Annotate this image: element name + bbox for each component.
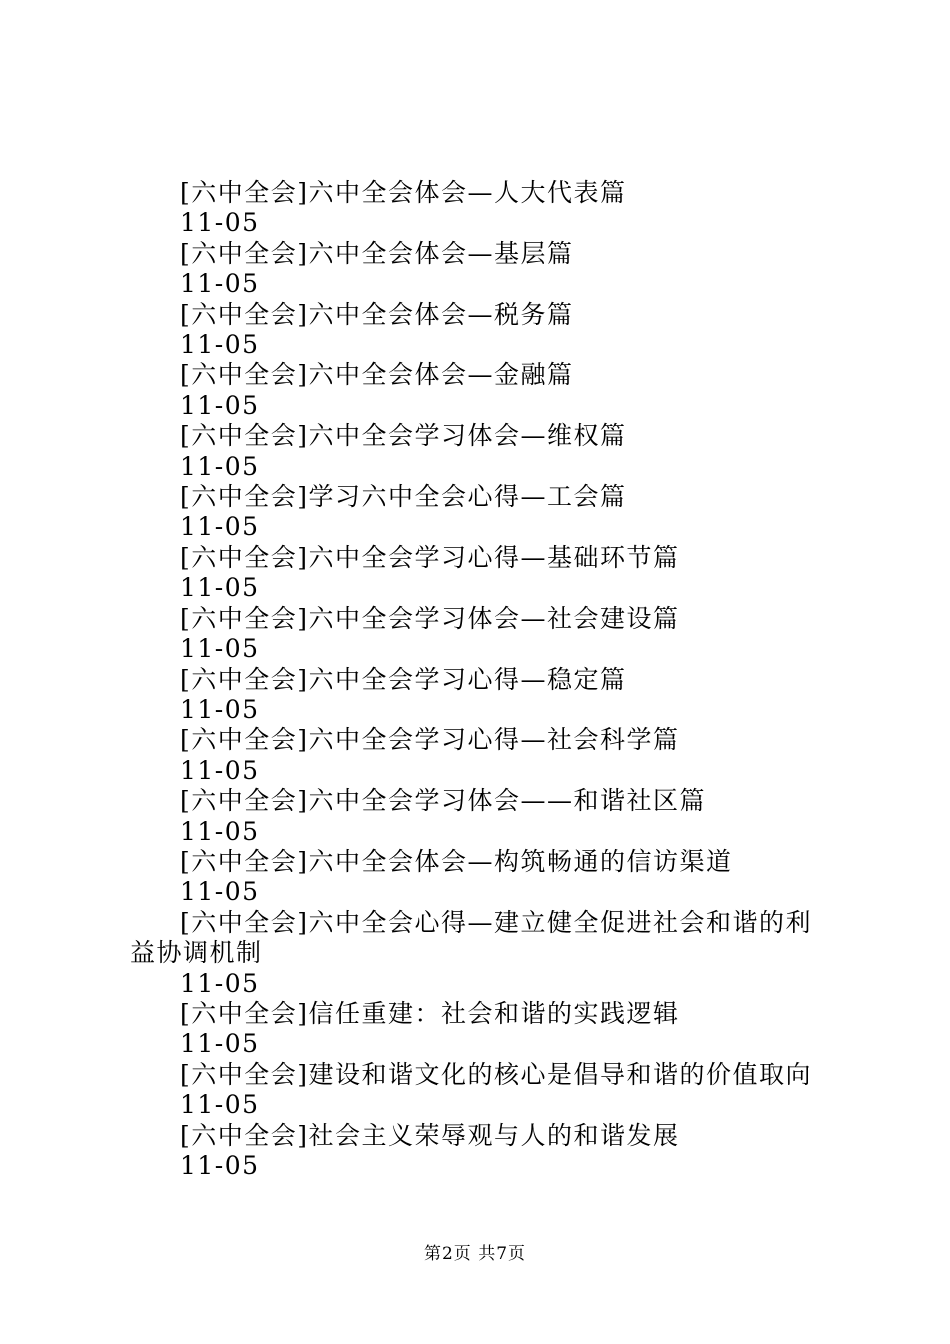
list-item [130,908,840,999]
entry-date: 11-05 [180,877,260,907]
article-list [130,178,840,1181]
entry-date: 11-05 [180,512,260,542]
list-item [130,604,840,665]
entry-title: [六中全会]建设和谐文化的核心是倡导和谐的价值取向 [180,1059,813,1089]
entry-title: [六中全会]六中全会体会—构筑畅通的信访渠道 [180,846,733,876]
list-item [130,786,840,847]
entry-date: 11-05 [180,968,260,998]
entry-title: [六中全会]六中全会体会—税务篇 [180,299,574,329]
entry-date: 11-05 [180,816,260,846]
entry-date: 11-05 [180,330,260,360]
entry-title: [六中全会]六中全会体会—基层篇 [180,238,574,268]
entry-date: 11-05 [180,208,260,238]
entry-date: 11-05 [180,390,260,420]
entry-date: 11-05 [180,451,260,481]
list-item [130,1060,840,1121]
entry-date: 11-05 [180,1151,260,1180]
list-item [130,999,840,1060]
list-item [130,300,840,361]
entry-title: [六中全会]六中全会学习体会—社会建设篇 [180,603,680,633]
entry-date: 11-05 [180,694,260,724]
entry-title: [六中全会]六中全会体会—人大代表篇 [180,178,627,207]
list-item [130,239,840,300]
entry-title: [六中全会]学习六中全会心得—工会篇 [180,482,627,512]
entry-date: 11-05 [180,634,260,664]
entry-title: [六中全会]信任重建：社会和谐的实践逻辑 [180,998,680,1028]
list-item [130,543,840,604]
list-item [130,1121,840,1182]
entry-title: [六中全会]六中全会学习心得—基础环节篇 [180,542,680,572]
entry-title: [六中全会]社会主义荣辱观与人的和谐发展 [180,1120,680,1150]
entry-date: 11-05 [180,269,260,299]
entry-title: [六中全会]六中全会心得—建立健全促进社会和谐的利益协调机制 [130,907,813,968]
entry-date: 11-05 [180,1090,260,1120]
list-item [130,482,840,543]
list-item [130,665,840,726]
list-item [130,421,840,482]
page-number: 第2页 共7页 [423,1244,527,1264]
entry-date: 11-05 [180,573,260,603]
list-item [130,360,840,421]
list-item [130,847,840,908]
entry-date: 11-05 [180,755,260,785]
list-item [130,178,840,239]
entry-title: [六中全会]六中全会学习心得—社会科学篇 [180,725,680,755]
entry-date: 11-05 [180,1029,260,1059]
entry-title: [六中全会]六中全会学习心得—稳定篇 [180,664,627,694]
entry-title: [六中全会]六中全会学习体会——和谐社区篇 [180,786,707,816]
list-item [130,725,840,786]
entry-title: [六中全会]六中全会学习体会—维权篇 [180,421,627,451]
entry-title: [六中全会]六中全会体会—金融篇 [180,360,574,390]
